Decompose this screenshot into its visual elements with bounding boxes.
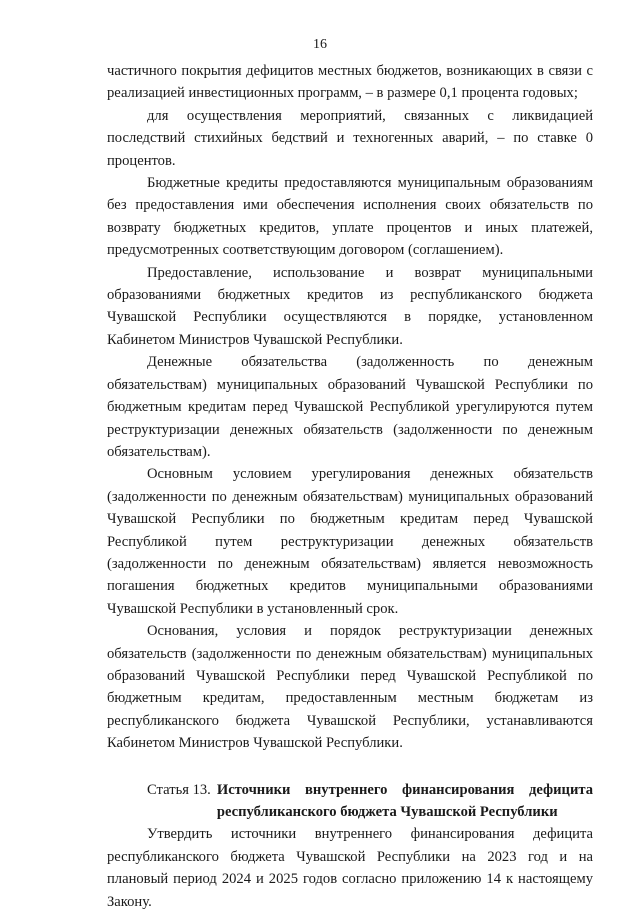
article-title-line-2: республиканского бюджета Чувашской Республики — [216, 804, 558, 820]
paragraph-grounds-conditions: Основания, условия и порядок реструктуризации денежных обязательств (задолженности по денежным обязательствам) муниципальных образований Чувашской Республики перед Чувашской Республикой по бюджетным кредитам, предоставленным местным бюджетам из республиканского бюджета Чувашской Республики, устанавливаются Кабинетом Министров Чувашской Республики. — [107, 623, 593, 752]
page-number: 16 — [313, 37, 327, 52]
paragraph-main-condition: Основным условием урегулирования денежных обязательств (задолженности по денежным обязательствам) муниципальных образований Чувашской Республики по бюджетным кредитам перед Чувашской Республикой путем реструктуризации денежных обязательств (задолженности по денежным обязательствам) является невозможность погашения бюджетных кредитов муниципальными образованиями Чувашской Республики в установленный срок. — [107, 466, 593, 617]
paragraph-interest-rate-disasters: для осуществления мероприятий, связанных с ликвидацией последствий стихийных бедствий и техногенных аварий, – по ставке 0 процентов. — [107, 107, 593, 169]
article-title-line-1: Источники внутреннего финансирования дефицита — [216, 781, 593, 798]
paragraph-interest-rate-investment: частичного покрытия дефицитов местных бюджетов, возникающих в связи с реализацией инвестиционных программ, – в размере 0,1 процента годовых; — [107, 63, 593, 102]
article-13-heading — [107, 779, 593, 824]
paragraph-restructuring: Денежные обязательства (задолженность по денежным обязательствам) муниципальных образований Чувашской Республики по бюджетным кредитам перед Чувашской Республикой урегулируются путем реструктуризации денежных обязательств (задолженности по денежным обязательствам). — [107, 354, 593, 460]
article-label: Статья 13. — [147, 781, 211, 798]
article-title — [217, 779, 593, 824]
paragraph-no-collateral: Бюджетные кредиты предоставляются муниципальным образованиям без предоставления ими обеспечения исполнения своих обязательств по возврату бюджетных кредитов, уплате процентов и иных платежей, предусмотренных соответствующим договором (соглашением). — [107, 175, 593, 259]
article-13-text: Утвердить источники внутреннего финансирования дефицита республиканского бюджета Чувашской Республики на 2023 год и на плановый период 2024 и 2025 годов согласно приложению 14 к настоящему Закону. — [107, 826, 593, 910]
paragraph-procedure: Предоставление, использование и возврат муниципальными образованиями бюджетных кредитов из республиканского бюджета Чувашской Республики осуществляются в порядке, установленном Кабинетом Министров Чувашской Республики. — [107, 264, 593, 348]
document-body — [107, 60, 593, 913]
